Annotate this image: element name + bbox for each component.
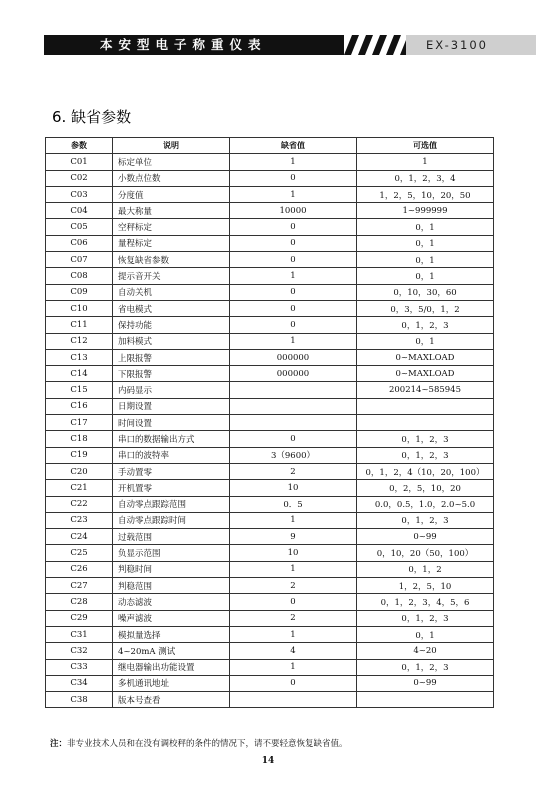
cell-options: 0，1 [357,626,494,642]
table-row [46,333,494,349]
cell-description: 下限报警 [113,366,230,382]
cell-default-value: 0 [230,252,357,268]
cell-options: 0，1，2，4（10，20，100） [357,463,494,479]
cell-param: C25 [46,545,113,561]
table-header-row [46,138,494,154]
cell-options: 1 [357,154,494,170]
table-row [46,463,494,479]
header-param: 参数 [46,138,113,154]
cell-param: C04 [46,203,113,219]
table-row [46,447,494,463]
cell-description: 自动零点跟踪范围 [113,496,230,512]
cell-param: C32 [46,643,113,659]
cell-description: 分度值 [113,186,230,202]
cell-default-value: 1 [230,186,357,202]
header-stripes-decoration [332,35,412,55]
header-default-value: 缺省值 [230,138,357,154]
cell-param: C11 [46,317,113,333]
cell-default-value: 10000 [230,203,357,219]
cell-default-value: 0 [230,594,357,610]
cell-description: 噪声滤波 [113,610,230,626]
cell-description: 判稳时间 [113,561,230,577]
cell-default-value: 9 [230,529,357,545]
section-title: 6. 缺省参数 [52,108,132,126]
table-row [46,594,494,610]
cell-description: 加料模式 [113,333,230,349]
cell-param: C17 [46,415,113,431]
cell-default-value: 0 [230,431,357,447]
cell-default-value: 0．5 [230,496,357,512]
cell-param: C29 [46,610,113,626]
cell-options: 1，2，5，10，20，50 [357,186,494,202]
table-row [46,170,494,186]
table-row [46,268,494,284]
cell-default-value: 3（9600） [230,447,357,463]
cell-options: 1~999999 [357,203,494,219]
cell-default-value [230,415,357,431]
table-row [46,545,494,561]
page-header [44,35,496,55]
cell-param: C01 [46,154,113,170]
header-model: EX-3100 [406,35,536,55]
cell-param: C02 [46,170,113,186]
cell-options: 0~99 [357,675,494,691]
table-row [46,415,494,431]
cell-param: C38 [46,692,113,708]
cell-param: C14 [46,366,113,382]
cell-param: C20 [46,463,113,479]
cell-options: 0，1，2，3 [357,659,494,675]
cell-param: C28 [46,594,113,610]
cell-default-value: 0 [230,170,357,186]
table-row [46,366,494,382]
table-row [46,252,494,268]
cell-description: 开机置零 [113,480,230,496]
cell-default-value: 0 [230,675,357,691]
cell-param: C15 [46,382,113,398]
cell-options: 0，1，2 [357,561,494,577]
table-row [46,626,494,642]
cell-param: C34 [46,675,113,691]
cell-param: C31 [46,626,113,642]
cell-description: 串口的数据输出方式 [113,431,230,447]
cell-description: 串口的波特率 [113,447,230,463]
table-row [46,675,494,691]
cell-param: C07 [46,252,113,268]
cell-description: 过载范围 [113,529,230,545]
cell-description: 恢复缺省参数 [113,252,230,268]
cell-options: 0，10，20（50，100） [357,545,494,561]
cell-description: 负显示范围 [113,545,230,561]
cell-options: 1，2，5，10 [357,578,494,594]
cell-options: 0，2，5，10，20 [357,480,494,496]
cell-default-value: 1 [230,626,357,642]
cell-default-value: 1 [230,561,357,577]
cell-options: 0~MAXLOAD [357,366,494,382]
cell-options: 0，1，2，3 [357,317,494,333]
table-row [46,529,494,545]
cell-default-value: 1 [230,268,357,284]
cell-param: C33 [46,659,113,675]
table-row [46,186,494,202]
footnote [50,737,348,749]
cell-param: C12 [46,333,113,349]
cell-options: 0~MAXLOAD [357,349,494,365]
cell-description: 内码显示 [113,382,230,398]
cell-description: 最大称量 [113,203,230,219]
cell-param: C16 [46,398,113,414]
default-parameters-table [45,137,494,708]
cell-default-value: 000000 [230,366,357,382]
cell-param: C08 [46,268,113,284]
cell-description: 省电模式 [113,300,230,316]
table-row [46,561,494,577]
table-row [46,349,494,365]
cell-default-value: 1 [230,659,357,675]
cell-default-value: 4 [230,643,357,659]
table-row [46,203,494,219]
table-row [46,300,494,316]
cell-default-value: 0 [230,219,357,235]
cell-description: 时间设置 [113,415,230,431]
cell-description: 继电器输出功能设置 [113,659,230,675]
table-row [46,512,494,528]
cell-options: 0，1 [357,235,494,251]
cell-description: 手动置零 [113,463,230,479]
table-row [46,154,494,170]
cell-default-value: 2 [230,463,357,479]
cell-description: 多机通讯地址 [113,675,230,691]
cell-default-value: 2 [230,578,357,594]
cell-options: 0，1，2，3 [357,610,494,626]
cell-param: C22 [46,496,113,512]
table-row [46,643,494,659]
footnote-text: 非专业技术人员和在没有调校秤的条件的情况下，请不要轻意恢复缺省值。 [67,739,348,749]
cell-description: 空秤标定 [113,219,230,235]
cell-param: C18 [46,431,113,447]
table-body [46,154,494,708]
table-row [46,317,494,333]
table-row [46,284,494,300]
page-number: 14 [261,756,275,766]
cell-description: 量程标定 [113,235,230,251]
header-options: 可选值 [357,138,494,154]
table-row [46,480,494,496]
cell-options: 0，1，2，3，4，5，6 [357,594,494,610]
table-row [46,496,494,512]
table-row [46,235,494,251]
cell-options: 0，1 [357,252,494,268]
cell-options: 0，1，2，3 [357,431,494,447]
cell-default-value: 0 [230,235,357,251]
cell-param: C13 [46,349,113,365]
cell-options: 200214~585945 [357,382,494,398]
footnote-label: 注： [50,739,68,749]
cell-default-value: 0 [230,284,357,300]
cell-param: C19 [46,447,113,463]
header-title: 本安型电子称重仪表 [44,35,344,55]
cell-description: 上限报警 [113,349,230,365]
cell-options: 0，1 [357,219,494,235]
cell-options: 0，10，30，60 [357,284,494,300]
cell-param: C21 [46,480,113,496]
cell-options: 0，1 [357,268,494,284]
cell-default-value [230,382,357,398]
table-row [46,382,494,398]
cell-param: C05 [46,219,113,235]
cell-description: 版本号查看 [113,692,230,708]
cell-options: 0，3，5/0，1，2 [357,300,494,316]
cell-options: 0，1 [357,333,494,349]
cell-default-value: 2 [230,610,357,626]
cell-options: 0~99 [357,529,494,545]
cell-description: 模拟量选择 [113,626,230,642]
table-row [46,610,494,626]
cell-options [357,415,494,431]
cell-description: 日期设置 [113,398,230,414]
cell-param: C27 [46,578,113,594]
cell-param: C09 [46,284,113,300]
cell-description: 保持功能 [113,317,230,333]
cell-param: C03 [46,186,113,202]
cell-default-value: 1 [230,333,357,349]
table-row [46,659,494,675]
cell-default-value: 0 [230,317,357,333]
table-row [46,219,494,235]
cell-default-value: 1 [230,154,357,170]
cell-description: 动态滤波 [113,594,230,610]
cell-description: 提示音开关 [113,268,230,284]
cell-options: 0.0，0.5，1.0，2.0~5.0 [357,496,494,512]
table-row [46,398,494,414]
cell-default-value: 10 [230,480,357,496]
cell-default-value: 000000 [230,349,357,365]
cell-param: C10 [46,300,113,316]
cell-default-value: 0 [230,300,357,316]
cell-description: 自动零点跟踪时间 [113,512,230,528]
table-row [46,431,494,447]
cell-options: 4~20 [357,643,494,659]
cell-options [357,398,494,414]
cell-param: C23 [46,512,113,528]
table-row [46,692,494,708]
cell-default-value [230,692,357,708]
cell-default-value: 10 [230,545,357,561]
cell-param: C06 [46,235,113,251]
cell-options [357,692,494,708]
cell-options: 0，1，2，3 [357,447,494,463]
cell-param: C26 [46,561,113,577]
cell-options: 0，1，2，3 [357,512,494,528]
cell-param: C24 [46,529,113,545]
cell-description: 4~20mA 测试 [113,643,230,659]
cell-description: 自动关机 [113,284,230,300]
cell-description: 判稳范围 [113,578,230,594]
cell-description: 小数点位数 [113,170,230,186]
header-description: 说明 [113,138,230,154]
cell-description: 标定单位 [113,154,230,170]
cell-default-value: 1 [230,512,357,528]
table-row [46,578,494,594]
cell-default-value [230,398,357,414]
cell-options: 0，1，2，3，4 [357,170,494,186]
